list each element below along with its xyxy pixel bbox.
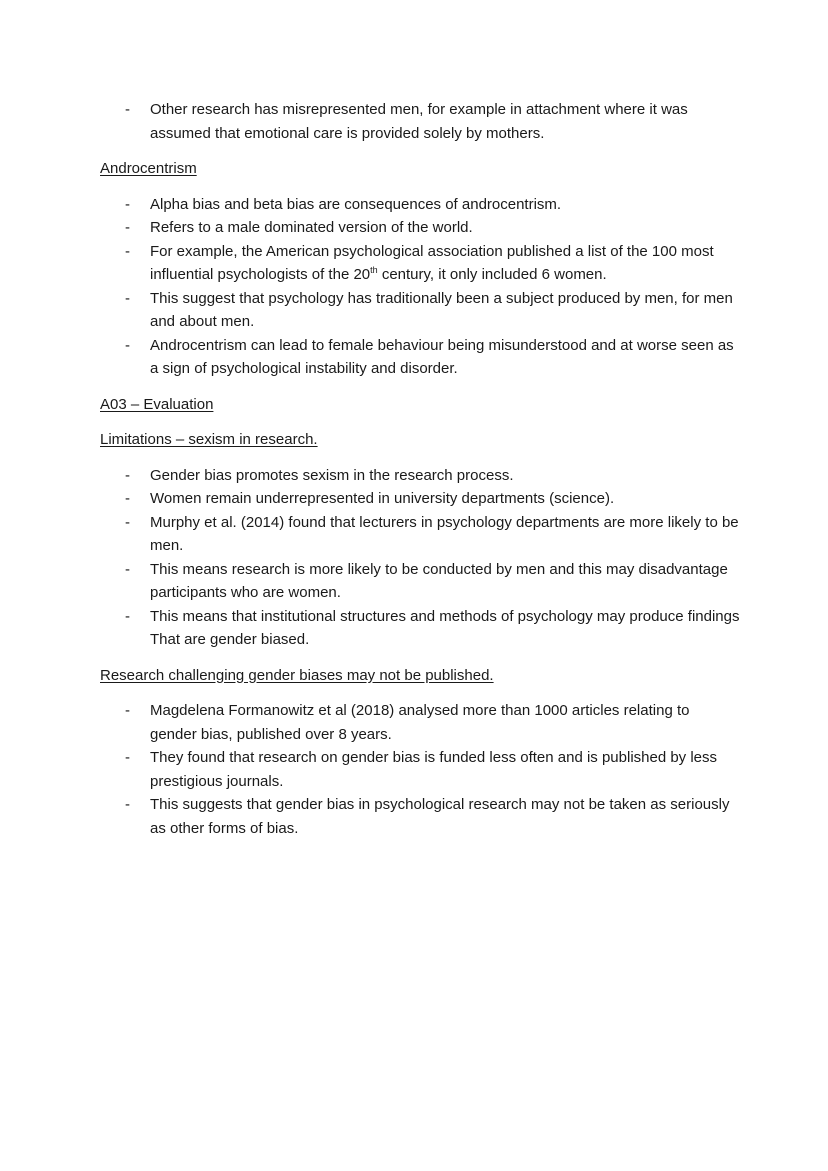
research-challenging-list: [100, 699, 740, 840]
bullet-dash: -: [125, 242, 130, 260]
superscript-ordinal: th: [370, 265, 378, 275]
list-item: [100, 287, 740, 334]
bullet-dash: -: [125, 195, 130, 213]
list-item-text: They found that research on gender bias is funded less often and is published by less prestigious journals.: [150, 749, 718, 790]
list-item-text: Murphy et al. (2014) found that lecturers in psychology departments are more likely to be men.: [150, 513, 739, 554]
list-item: [100, 605, 740, 652]
bullet-dash: -: [125, 513, 130, 531]
heading-evaluation: A03 – Evaluation: [100, 395, 214, 413]
bullet-dash: -: [125, 219, 130, 236]
limitations-list: [100, 464, 740, 652]
list-item-text: Other research has misrepresented men, for example in attachment where it was assumed that emotional care is provided solely by mothers.: [150, 101, 688, 142]
bullet-dash: -: [125, 607, 130, 625]
list-item: [100, 216, 740, 240]
list-item: [100, 746, 740, 793]
intro-list: [100, 98, 740, 145]
list-item: [100, 193, 740, 217]
heading-research-challenging: Research challenging gender biases may not be published.: [100, 666, 494, 684]
list-item: [100, 699, 740, 746]
text-after-superscript: century, it only included 6 women.: [377, 266, 607, 283]
bullet-dash: -: [125, 796, 130, 813]
list-item-text: This suggest that psychology has traditionally been a subject produced by men, for men and about men.: [150, 289, 733, 330]
list-item: [100, 98, 740, 145]
list-item-text: Gender bias promotes sexism in the research process.: [150, 466, 514, 484]
list-item: [100, 558, 740, 605]
list-item-text: Androcentrism can lead to female behaviour being misunderstood and at worse seen as a sign of psychological instability and disorder.: [150, 336, 734, 377]
bullet-dash: -: [125, 466, 130, 484]
bullet-dash: -: [125, 289, 130, 307]
list-item-text: This means that institutional structures and methods of psychology may produce findings That are gender biased.: [150, 607, 740, 648]
heading-limitations: Limitations – sexism in research.: [100, 431, 318, 448]
list-item-text: Women remain underrepresented in university departments (science).: [150, 490, 615, 507]
list-item: [100, 240, 740, 287]
bullet-dash: -: [125, 101, 130, 118]
bullet-dash: -: [125, 560, 130, 578]
list-item-text: This suggests that gender bias in psychological research may not be taken as seriously as other forms of bias.: [150, 796, 730, 837]
list-item-text: Refers to a male dominated version of the world.: [150, 219, 473, 236]
bullet-dash: -: [125, 336, 130, 354]
list-item: [100, 511, 740, 558]
list-item-text: [150, 243, 714, 284]
list-item-text: This means research is more likely to be conducted by men and this may disadvantage participants who are women.: [150, 560, 728, 601]
list-item: [100, 464, 740, 488]
list-item: [100, 793, 740, 840]
document-body: [100, 98, 740, 852]
text-before-superscript: For example, the American psychological association published a list of the 100 most influential psychologists of the 20: [150, 242, 714, 283]
bullet-dash: -: [125, 490, 130, 507]
heading-androcentrism: Androcentrism: [100, 160, 197, 177]
list-item: [100, 487, 740, 511]
bullet-dash: -: [125, 749, 130, 766]
list-item-text: Magdelena Formanowitz et al (2018) analysed more than 1000 articles relating to gender bias, published over 8 years.: [150, 702, 690, 743]
androcentrism-list: [100, 193, 740, 381]
bullet-dash: -: [125, 702, 130, 719]
list-item-text: Alpha bias and beta bias are consequences of androcentrism.: [150, 195, 562, 213]
list-item: [100, 334, 740, 381]
